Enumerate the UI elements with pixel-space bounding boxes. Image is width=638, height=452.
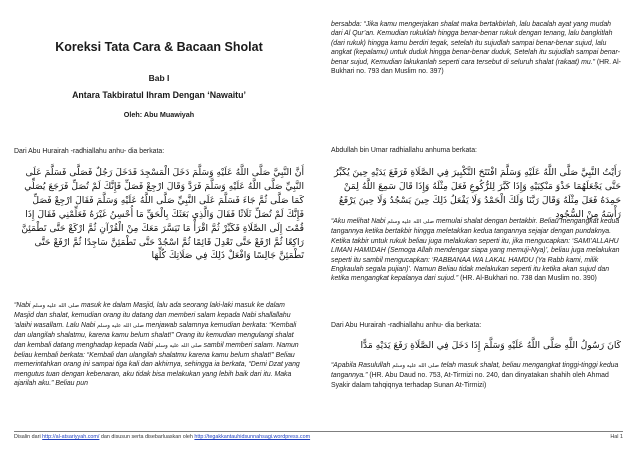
translation-text: masuk ke dalam Masjid, lalu ada seorang laki-laki masuk ke dalam Masjid dan shalat, kemudian orang itu datang dan memberi salam kepada Nabi shallallahu ‘alaihi wasallam. Lalu Nabi bbox=[14, 302, 291, 329]
translation-text: “Apabila Rasulullah bbox=[331, 362, 393, 369]
document-title: Koreksi Tata Cara & Bacaan Sholat bbox=[55, 40, 263, 54]
hadith-translation bbox=[331, 217, 621, 284]
hadith-translation bbox=[331, 361, 621, 390]
salawat-inline: صلى الله عليه وسلم bbox=[387, 219, 435, 225]
translation-text: sambil memberi salam. Namun beliau kembali berkata: “Kembali dan ulangilah shalatmu karena kamu belum shalat!” Beliau memerintahkan orang ini sampai tiga kali dan akhirnya, sehingga ia berkata, “Demi Dzat yang mengutus tuan dengan kebenaran, aku tidak bisa melakukan yang lebih baik dari itu. Maka ajarilah aku.” Beliau pun bbox=[14, 341, 300, 388]
source-link[interactable]: http://al-atsariyyah.com/ bbox=[42, 434, 100, 440]
intro-paragraph: Abdullah bin Umar radhiallahu anhuma berkata: bbox=[331, 147, 477, 154]
hadith-translation-continued bbox=[331, 20, 621, 76]
page-footer bbox=[14, 434, 623, 441]
translation-text: “Aku melihat Nabi bbox=[331, 218, 388, 225]
author-line: Oleh: Abu Muawiyah bbox=[123, 110, 195, 119]
chapter-label: Bab I bbox=[148, 73, 170, 83]
translation-text: menjawab salamnya kemudian berkata: “Kembali dan ulangilah shalatmu, karena kamu belum shalat!” Orang itu kemudian mengulangi shalat dan kembali datang menghadap kepada Nabi bbox=[14, 321, 297, 349]
publisher-link[interactable]: http://tegakkantauhidsunnahsagi.wordpress.com bbox=[194, 434, 311, 440]
footer-divider bbox=[14, 431, 623, 432]
hadith-reference: (HR. Abu Daud no. 753, At-Tirmizi no. 240, dan dinyatakan shahih oleh Ahmad Syakir dalam tahqiqnya terhadap Sunan At-Tirmizi) bbox=[331, 372, 609, 389]
arabic-hadith-text: رَأَيْتُ النَّبِيَّ صَلَّى اللَّهُ عَلَيْهِ وَسَلَّمَ افْتَتَحَ التَّكْبِيرَ فِي الصَّلَاةِ فَرَفَعَ يَدَيْهِ حِينَ يُكَبِّرُ حَتَّى يَجْعَلَهُمَا حَذْوَ مَنْكِبَيْهِ وَإِذَا كَبَّرَ لِلرُّكُوعِ فَعَلَ مِثْلَهُ وَإِذَا قَالَ سَمِعَ اللَّهُ لِمَنْ حَمِدَهُ فَعَلَ مِثْلَهُ وَقَالَ رَبَّنَا وَلَكَ الْحَمْدُ وَلَا يَفْعَلُ ذَلِكَ حِينَ يَسْجُدُ وَلَا حِينَ يَرْفَعُ رَأْسَهُ مِنْ السُّجُودِ bbox=[331, 167, 621, 220]
footer-text: Disalin dari bbox=[14, 434, 43, 440]
translation-text: telah masuk shalat, beliau mengangkat tinggi-tinggi kedua tangannya.” bbox=[331, 362, 619, 380]
salawat-inline: صلى الله عليه وسلم bbox=[392, 363, 440, 369]
intro-paragraph: Dari Abu Hurairah -radhiallahu anhu- dia berkata: bbox=[331, 322, 482, 329]
arabic-hadith-text: كَانَ رَسُولُ اللَّهِ صَلَّى اللَّهُ عَلَيْهِ وَسَلَّمَ إِذَا دَخَلَ فِي الصَّلَاةِ رَفَعَ يَدَيْهِ مَدًّا bbox=[360, 340, 621, 351]
salawat-inline: صلى الله عليه وسلم bbox=[154, 342, 202, 349]
page-number: Hal 1 bbox=[610, 434, 623, 440]
hadith-translation bbox=[14, 301, 304, 389]
footer-text: dan disusun serta disebarluaskan oleh bbox=[99, 434, 195, 440]
chapter-subtitle: Antara Takbiratul Ihram Dengan ‘Nawaitu’ bbox=[72, 90, 246, 100]
translation-text: “Nabi bbox=[14, 302, 33, 309]
translation-text: bersabda: “Jika kamu mengerjakan shalat maka bertakbirlah, lalu bacalah ayat yang mudah dari Al Qur’an. Kemudian rukuklah hingga benar-benar rukuk dengan tenang, lalu bangkitlah (dari rukuk) hingga kamu berdiri tegak, setelah itu sujudlah sampai benar-benar sujud, lalu angkat (kepalamu) untuk duduk hingga benar-benar duduk, Setelah itu sujudlah sampai benar-benar sujud, Kemudian lakukanlah seperti cara tersebut di seluruh shalat (rakaat) mu.” bbox=[331, 21, 620, 66]
intro-paragraph: Dari Abu Hurairah -radhiallahu anhu- dia berkata: bbox=[14, 148, 165, 155]
salawat-inline: صلى الله عليه وسلم bbox=[32, 303, 80, 309]
hadith-reference: (HR. Al-Bukhari no. 738 dan Muslim no. 390) bbox=[458, 275, 597, 283]
hadith-reference: (HR. Al-Bukhari no. 793 dan Muslim no. 397) bbox=[331, 58, 621, 76]
arabic-hadith-text: أَنَّ النَّبِيَّ صَلَّى اللَّهُ عَلَيْهِ وَسَلَّمَ دَخَلَ الْمَسْجِدَ فَدَخَلَ رَجُلٌ فَصَلَّى فَسَلَّمَ عَلَى النَّبِيِّ صَلَّى اللَّهُ عَلَيْهِ وَسَلَّمَ فَرَدَّ وَقَالَ ارْجِعْ فَصَلِّ فَإِنَّكَ لَمْ تُصَلِّ فَرَجَعَ يُصَلِّي كَمَا صَلَّى ثُمَّ جَاءَ فَسَلَّمَ عَلَى النَّبِيِّ صَلَّى اللَّهُ عَلَيْهِ وَسَلَّمَ فَقَالَ ارْجِعْ فَصَلِّ فَإِنَّكَ لَمْ تُصَلِّ ثَلَاثًا فَقَالَ وَالَّذِي بَعَثَكَ بِالْحَقِّ مَا أُحْسِنُ غَيْرَهُ فَعَلِّمْنِي فَقَالَ إِذَا قُمْتَ إِلَى الصَّلَاةِ فَكَبِّرْ ثُمَّ اقْرَأْ مَا تَيَسَّرَ مَعَكَ مِنْ الْقُرْآنِ ثُمَّ ارْكَعْ حَتَّى تَطْمَئِنَّ رَاكِعًا ثُمَّ ارْفَعْ حَتَّى تَعْدِلَ قَائِمًا ثُمَّ اسْجُدْ حَتَّى تَطْمَئِنَّ سَاجِدًا ثُمَّ ارْفَعْ حَتَّى تَطْمَئِنَّ جَالِسًا وَافْعَلْ ذَلِكَ فِي صَلَاتِكَ كُلِّهَا bbox=[18, 167, 304, 262]
translation-text: memulai shalat dengan bertakbir. Beliau mengangkat kedua tangannya ketika bertakbir hingga meletakkan kedua tangannya sejajar dengan pundaknya. Ketika takbir untuk rukuk beliau juga melakukan seperti itu, jika mengucapkan: ‘SAMI’ALLAHU LIMAN HAMIDAH (Semoga Allah mendengar siapa yang memuji-Nya)’, beliau juga melakukan seperti itu sambil mengucapkan: ‘RABBANAA WA LAKAL HAMDU (Ya Rabb kami, milik Engkaulah segala pujian)’. Namun Beliau tidak melakukan seperti itu ketika akan sujud dan ketika mengangkat kepalanya dari sujud.” bbox=[331, 218, 620, 283]
salawat-inline: صلى الله عليه وسلم bbox=[97, 322, 144, 329]
